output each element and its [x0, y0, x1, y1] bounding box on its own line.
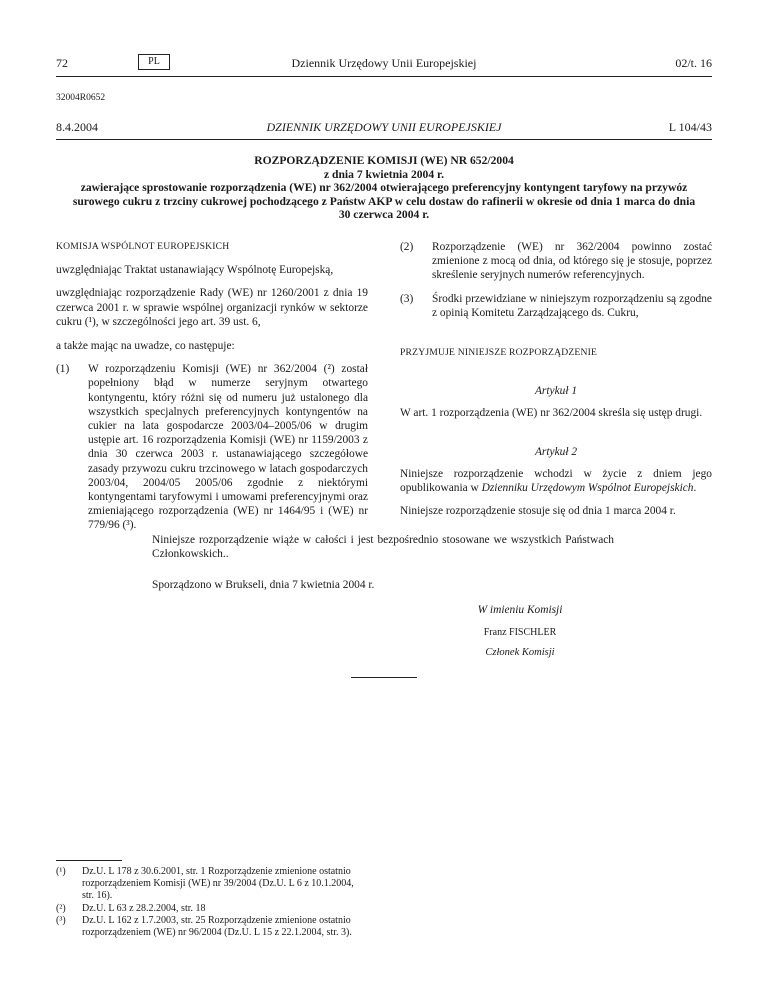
oj-header-rule — [56, 139, 712, 140]
header-rule — [56, 76, 712, 77]
footnotes — [56, 866, 368, 939]
recital-item-3-number: (3) — [400, 292, 414, 305]
article-1-heading: Artykuł 1 — [534, 385, 578, 398]
recital-regulation: uwzględniając rozporządzenie Rady (WE) nr 1260/2001 z dnia 19 czerwca 2001 r. w sprawie wspólnej organizacji rynków w sektorze cukru (¹), w szczególności jego art. 39 ust. 6, — [56, 287, 368, 328]
footnote-1-text: Dz.U. L 178 z 30.6.2001, str. 1 Rozporządzenie zmienione ostatnio rozporządzeniem Komisji (WE) nr 39/2004 (Dz.U. L 6 z 10.1.2004, str. 16). — [82, 866, 354, 902]
footnote-1-mark: (¹) — [56, 866, 66, 877]
article-2-heading: Artykuł 2 — [534, 445, 578, 458]
on-behalf-of: W imieniu Komisji — [477, 604, 563, 616]
recital-item-3-text: Środki przewidziane w niniejszym rozporządzeniu są zgodne z opinią Komitetu Zarządzającego ds. Cukru, — [432, 292, 712, 319]
closing-separator — [351, 677, 417, 678]
right-column — [400, 240, 712, 518]
footnote-3-mark: (³) — [56, 914, 66, 926]
done-at-clause: Sporządzono w Brukseli, dnia 7 kwietnia 2004 r. — [152, 579, 375, 591]
oj-journal-title: DZIENNIK URZĘDOWY UNII EUROPEJSKIEJ — [266, 120, 502, 134]
edition-label: 02/t. 16 — [675, 56, 712, 70]
issuing-authority: KOMISJA WSPÓLNOT EUROPEJSKICH — [56, 241, 230, 252]
title-line-1: ROZPORZĄDZENIE KOMISJI (WE) NR 652/2004 — [254, 154, 514, 167]
article-2-text — [400, 467, 712, 495]
celex-number: 32004R0652 — [56, 93, 106, 103]
language-code-box: PL — [138, 54, 170, 70]
footnote-2 — [56, 903, 368, 915]
recital-item-2-number: (2) — [400, 241, 414, 253]
recital-item-2-text: Rozporządzenie (WE) nr 362/2004 powinno zostać zmienione z mocą od dnia, od którego się je stosuje, poprzez skreślenie seryjnych numerów referencyjnych. — [432, 241, 712, 282]
article-2-application-date: Niniejsze rozporządzenie stosuje się od dnia 1 marca 2004 r. — [400, 505, 676, 518]
footnote-separator — [56, 860, 122, 861]
signatory-name: Franz FISCHLER — [483, 627, 557, 638]
signatory-role: Członek Komisji — [485, 647, 555, 658]
considering-phrase: a także mając na uwadze, co następuje: — [56, 340, 235, 353]
page-number: 72 — [56, 56, 68, 70]
footnote-2-text: Dz.U. L 63 z 28.2.2004, str. 18 — [82, 902, 206, 914]
footnote-1 — [56, 866, 368, 903]
oj-reference: L 104/43 — [668, 120, 712, 134]
running-journal-title: Dziennik Urzędowy Unii Europejskiej — [291, 56, 477, 70]
oj-date: 8.4.2004 — [56, 120, 98, 134]
enacting-formula: PRZYJMUJE NINIEJSZE ROZPORZĄDZENIE — [400, 347, 598, 359]
recital-item-1-number: (1) — [56, 363, 70, 376]
article-2-text-start: Niniejsze rozporządzenie wchodzi w życie z dniem jego opublikowania w — [400, 467, 712, 495]
binding-clause: Niniejsze rozporządzenie wiąże w całości i jest bezpośrednio stosowane we wszystkich Państwach Członkowskich.. — [152, 534, 614, 561]
article-1-text: W art. 1 rozporządzenia (WE) nr 362/2004 skreśla się ustęp drugi. — [400, 407, 703, 420]
footnote-2-mark: (²) — [56, 902, 66, 914]
recital-item-1-text: W rozporządzeniu Komisji (WE) nr 362/2004 (²) został popełniony błąd w numerze seryjnym otwartego kontyngentu, który różni się od numeru już ustalonego dla wszystkich specjalnych preferencyjnych kontyngentów na cukier na lata gospodarcze 2003/04–2005/06 w drugim ustępie art. 16 rozporządzenia Komisji (WE) nr 1159/2003 z dnia 30 czerwca 2003 r. ustanawiającego szczegółowe zasady przywozu cukru trzcinowego w latach gospodarczych 2003/04, 2004/05 2005/06 zgodnie z niektórymi kontyngentami taryfowymi i umowami preferencyjnymi oraz zmieniającego rozporządzenia (WE) nr 1464/95 i (WE) nr 779/96 (³). — [88, 363, 368, 532]
footnote-3-text: Dz.U. L 162 z 1.7.2003, str. 25 Rozporządzenie zmienione ostatnio rozporządzeniem (WE) nr 96/2004 (Dz.U. L 15 z 22.1.2004, str. 3). — [82, 914, 352, 939]
title-line-2: z dnia 7 kwietnia 2004 r. — [323, 167, 445, 181]
article-2-text-end: . — [693, 482, 697, 495]
recital-treaty: uwzględniając Traktat ustanawiający Wspólnotę Europejską, — [56, 264, 334, 277]
recital-item-1 — [56, 362, 368, 532]
left-column — [56, 240, 368, 533]
recital-item-2 — [400, 240, 712, 283]
title-line-3: zawierające sprostowanie rozporządzenia (WE) nr 362/2004 otwierającego preferencyjny kontyngent taryfowy na przywóz surowego cukru z trzciny cukrowej pochodzącego z Państw AKP w celu dostaw do rafinerii w okresie od dnia 1 marca do dnia 30 czerwca 2004 r. — [72, 181, 696, 222]
recital-item-3 — [400, 292, 712, 320]
footnote-3 — [56, 915, 368, 939]
journal-reference: Dzienniku Urzędowym Wspólnot Europejskich — [481, 482, 694, 495]
regulation-title — [70, 154, 698, 222]
